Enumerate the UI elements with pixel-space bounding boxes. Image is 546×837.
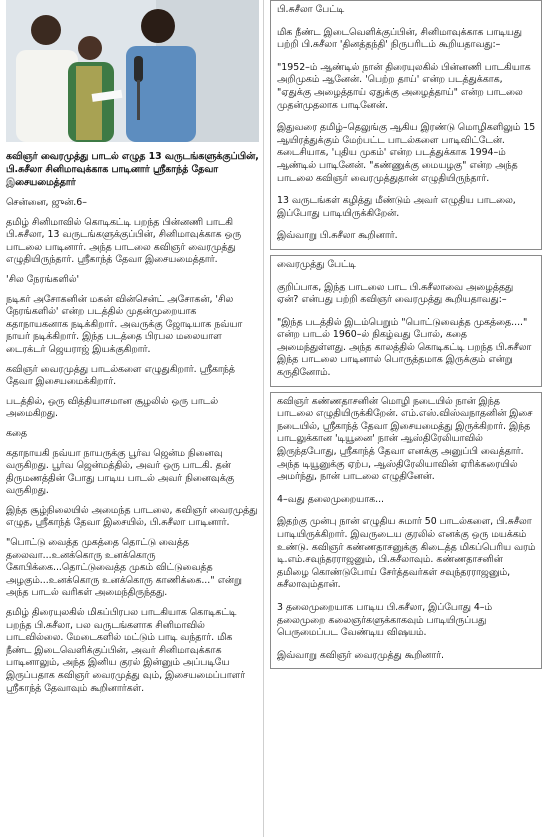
paragraph: இவ்வாறு பி.சுசீலா கூறினார். (277, 230, 398, 242)
quote: "இந்த படத்தில் இடம்பெறும் "பொட்டுவைத்த முகத்தை...." என்ற பாடல் 1960–ல் நிகழ்வது போல், கதை அமைந்துள்ளது. அந்த காலத்தில் கொடிகட்டி பறந்த பி.சுசீலா இந்த பாடலை பாடினால் பொருத்தமாக இருக்கும் என்று கருதினோம். (277, 316, 532, 379)
subheading: 4–வது தலைமுறையாக... (277, 493, 385, 505)
paragraph: கவிஞர் கண்ணதாசனின் மொழி நடையில் நான் இந்த பாடலை எழுதியிருக்கிறேன். எம்.எஸ்.விஸ்வநாதனின் இசை நடையில், ஸ்ரீகாந்த் தேவா இசையமைத்து இருக்கிறார். இந்த பாடலுக்கான 'டியூனை' நான் ஆஸ்திரேலியாவில் இருந்தபோது, ஸ்ரீகாந்த் தேவா எனக்கு அனுப்பி வைத்தார். அந்த டியூனுக்கு ஏற்ப, ஆஸ்திரேலியாவின் ஏரிக்கரையில் அமர்ந்து, நான் பாடலை எழுதினேன். (277, 395, 533, 483)
paragraph: தமிழ் சினிமாவில் கொடிகட்டி பறந்த பின்னணி பாடகி பி.சுசீலா, 13 வருடங்களுக்குப்பின், சினிமாவுக்காக ஒரு பாடலை பாடினார். அந்த பாடலை கவிஞர் வைரமுத்து எழுதியிருந்தார். ஸ்ரீகாந்த் தேவா இசையமைத்தார். (6, 216, 242, 266)
paragraph: படத்தில், ஒரு வித்தியாசமான சூழலில் ஒரு பாடல் அமைகிறது. (6, 395, 219, 420)
paragraph: குறிப்பாக, இந்த பாடலை பாட பி.சுசீலாவை அழைத்தது ஏன்? என்பது பற்றி கவிஞர் வைரமுத்து கூறியதாவது:– (277, 281, 514, 306)
paragraph: கவிஞர் வைரமுத்து பாடல்களை எழுதுகிறார். ஸ்ரீகாந்த் தேவா இசையமைக்கிறார். (6, 363, 235, 388)
photo-illustration (6, 0, 259, 142)
news-photo (6, 0, 259, 142)
paragraph: 3 தலைமுறையாக பாடிய பி.சுசீலா, இப்போது 4–ம் தலைமுறை கலைஞர்களுக்காகவும் பாடியிருப்பது பெருமைப்பட வேண்டிய விஷயம். (277, 601, 493, 639)
subheading: கதை (6, 427, 27, 439)
paragraph: தமிழ் திரையுலகில் மிகப்பிரபல பாடகியாக கொடிகட்டி பறந்த பி.சுசீலா, பல வருடங்களாக சினிமாவில் பாடவில்லை. மேடைகளில் மட்டும் பாடி வந்தார். மிக நீண்ட இடைவெளிக்குப்பின், அவர் சினிமாவுக்காக பாடினாலும், அந்த இனிய குரல் இன்னும் அப்படியே இருப்பதாக கவிஞர் வைரமுத்து வும், இசையமைப்பாளர் ஸ்ரீகாந்த் தேவாவும் கூறினார்கள். (6, 607, 245, 694)
box-title: வைரமுத்து பேட்டி (277, 258, 356, 270)
subheading: 'சில நேரங்களில்' (6, 273, 80, 285)
box-title: பி.சுசீலா பேட்டி (277, 4, 345, 15)
headline: கவிஞர் வைரமுத்து பாடல் எழுத 13 வருடங்களுக்குப்பின், பி.சுசீலா சினிமாவுக்காக பாடினார் ஸ்ரீகாந்த் தேவா இசையமைத்தார் (6, 151, 259, 188)
interview-box-vairamuthu (270, 255, 542, 387)
paragraph: கதாநாயகி நவ்யா நாயருக்கு பூர்வ ஜென்ம நினைவு வருகிறது. பூர்வ ஜென்மத்தில், அவர் ஒரு பாடகி. தன் திருமணத்தின் போது பாடிய பாடல் அவர் நினைவுக்கு வருகிறது. (6, 447, 235, 497)
left-column (6, 0, 259, 702)
dateline: சென்னை, ஜுன்.6– (6, 197, 87, 208)
paragraph: மிக நீண்ட இடைவெளிக்குப்பின், சினிமாவுக்காக பாடியது பற்றி பி.சுசீலா 'தினத்தந்தி' நிருபரிடம் கூறியதாவது:– (277, 26, 522, 51)
paragraph: 13 வருடங்கள் கழித்து மீண்டும் அவர் எழுதிய பாடலை, இப்போது பாடியிருக்கிறேன். (277, 195, 516, 219)
column-divider (263, 0, 264, 837)
paragraph: இந்த சூழ்நிலையில் அமைந்த பாடலை, கவிஞர் வைரமுத்து எழுத, ஸ்ரீகாந்த் தேவா இசையில், பி.சுசீலா பாடினார். (6, 504, 258, 529)
paragraph: இதுவரை தமிழ்–தெலுங்கு ஆகிய இரண்டு மொழிகளிலும் 15 ஆயிரத்துக்கும் மேற்பட்ட பாடல்களை பாடிவிட்டேன். கடைசியாக, 'புதிய முகம்' என்ற படத்துக்காக 1994–ம் ஆண்டில் பாடினேன். "கண்ணுக்கு மையழகு" என்ற அந்த பாடலை கவிஞர் வைரமுத்துதான் எழுதியிருந்தார். (277, 122, 536, 184)
paragraph: இவ்வாறு கவிஞர் வைரமுத்து கூறினார். (277, 649, 445, 661)
interview-box-continued (270, 392, 542, 670)
paragraph: நடிகர் அசோகனின் மகன் வின்சென்ட் அசோகன், 'சில நேரங்களில்' என்ற படத்தில் முதன்முறையாக கதாநாயகனாக நடிக்கிறார். அவருக்கு ஜோடியாக நவ்யா நாயர் நடிக்கிறார். இந்த படத்தை பிரபல மலையாள டைரக்டர் ஜெயராஜ் இயக்குகிறார். (6, 293, 243, 355)
right-column (270, 0, 542, 674)
interview-box-susheela (270, 0, 542, 250)
quote: "1952–ம் ஆண்டில் நான் திரையுலகில் பின்னணி பாடகியாக அறிமுகம் ஆனேன். 'பெற்ற தாய்' என்ற படத்துக்காக, "ஏதுக்கு அழைத்தாய் ஏதுக்கு அழைத்தாய்" என்ற பாடலை முதன்முதலாக பாடினேன். (277, 61, 531, 111)
paragraph: இதற்கு முன்பு நான் எழுதிய சுமார் 50 பாடல்களை, பி.சுசீலா பாடியிருக்கிறார். இவருடைய குரலில் எனக்கு ஒரு மயக்கம் உண்டு. கவிஞர் கண்ணதாசனுக்கு கிடைத்த மிகப்பெரிய வரம் டி.எம்.சவுந்தரராஜனும், பி.சுசீலாவும். கண்ணதாசனின் தமிழை கொண்டுபோய் சேர்த்தவர்கள் சவுந்தரராஜனும், சுசீலாவும்தான். (277, 516, 536, 591)
song-lyrics: "பொட்டு வைத்த முகத்தை தொட்டு வைத்த தலைவா...உனக்கொரு உனக்கொரு கோபிக்கை...தொட்டுவைத்த முகம் விட்டுவைத்த அழகும்...உனக்கொரு உனக்கொரு காணிக்கை..." என்று அந்த பாடல் வரிகள் அமைந்திருந்தது. (6, 537, 242, 599)
